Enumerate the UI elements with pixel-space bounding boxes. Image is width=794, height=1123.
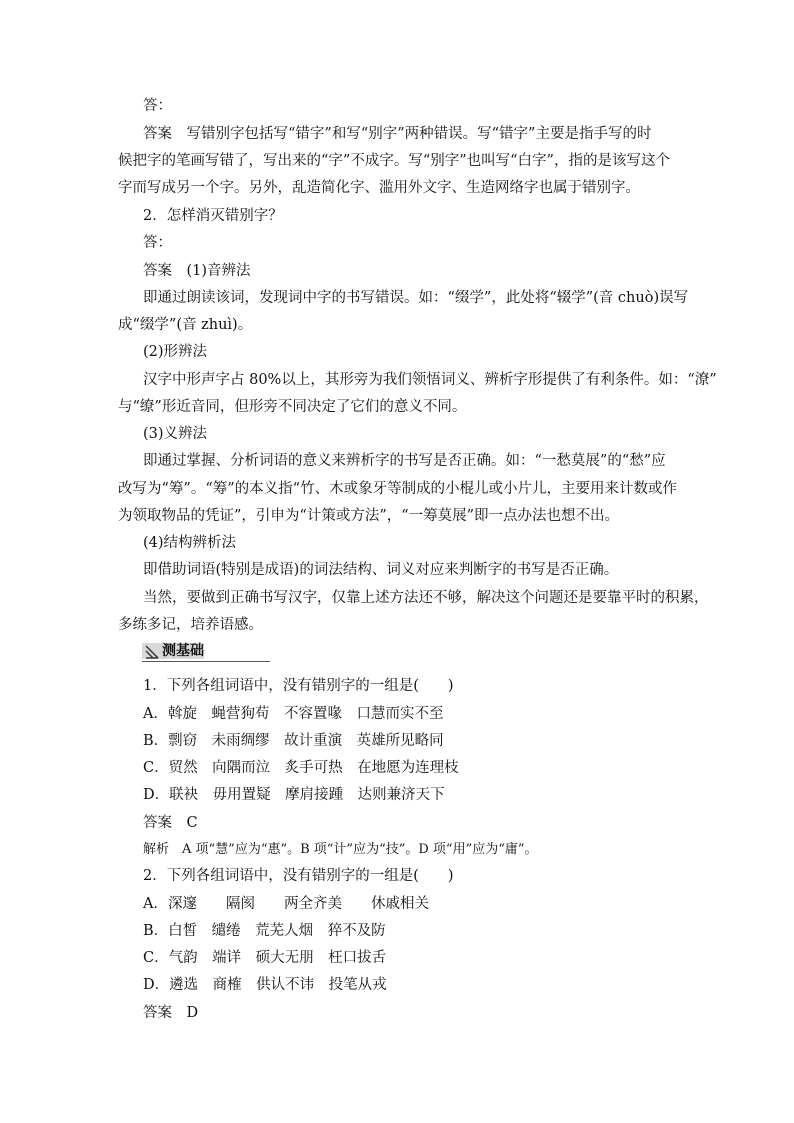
question-stem: 2．下列各组词语中，没有错别字的一组是( ) (143, 868, 454, 884)
diagonal-stripes-icon (144, 643, 160, 659)
paragraph-line: 即借助词语(特别是成语)的词法结构、词义对应来判断字的书写是否正确。 (143, 562, 619, 578)
method-heading: (2)形辨法 (143, 344, 208, 360)
option-item: B．剽窃 未雨绸缪 故计重演 英雄所见略同 (143, 733, 444, 749)
paragraph-line: 多练多记，培养语感。 (118, 617, 263, 633)
paragraph-line: 成“缀学”(音 zhuì)。 (118, 317, 253, 333)
answer-label: 答： (143, 98, 172, 114)
question-heading: 2．怎样消灭错别字？ (143, 208, 283, 224)
option-item: C．气韵 端详 硕大无朋 枉口拔舌 (143, 950, 387, 966)
paragraph-line: 汉字中形声字占 80%以上，其形旁为我们领悟词义、辨析字形提供了有利条件。如：“潦” (143, 372, 717, 388)
section-divider (142, 661, 270, 662)
option-item: A．斡旋 蝇营狗苟 不容置喙 口慧而实不至 (143, 706, 444, 722)
option-item: D．遴选 商榷 供认不讳 投笔从戎 (143, 977, 387, 993)
paragraph-line: 当然，要做到正确书写汉字，仅靠上述方法还不够，解决这个问题还是要靠平时的积累， (143, 590, 709, 606)
option-item: A．深邃 隔阂 两全齐美 休戚相关 (143, 896, 429, 912)
paragraph-line: 即通过掌握、分析词语的意义来辨析字的书写是否正确。如：“一愁莫展”的“愁”应 (143, 453, 666, 469)
paragraph-line: 候把字的笔画写错了，写出来的“字”不成字。写“别字”也叫写“白字”，指的是该写这个 (118, 153, 670, 169)
analysis-line: 解析 A 项“慧”应为“惠”。B 项“计”应为“技”。D 项“用”应为“庸”。 (143, 842, 538, 857)
option-item: B．白皙 缱绻 荒芜人烟 猝不及防 (143, 923, 386, 939)
method-heading: (4)结构辨析法 (143, 535, 237, 551)
section-header (142, 642, 270, 664)
paragraph-line: 答案 写错别字包括写“错字”和写“别字”两种错误。写“错字”主要是指手写的时 (143, 126, 652, 142)
answer-label: 答： (143, 235, 172, 251)
paragraph-line: 改写为“筹”。“筹”的本义指“竹、木或象牙等制成的小棍儿或小片儿，主要用来计数或作 (118, 481, 678, 497)
answer-line: 答案 C (143, 815, 198, 831)
paragraph-line: 字而写成另一个字。另外，乱造简化字、滥用外文字、生造网络字也属于错别字。 (118, 180, 640, 196)
method-heading: (3)义辨法 (143, 426, 208, 442)
option-item: C．贸然 向隅而泣 炙手可热 在地愿为连理枝 (143, 760, 459, 776)
method-heading: 答案 (1)音辨法 (143, 263, 251, 279)
option-item: D．联袂 毋用置疑 摩肩接踵 达则兼济天下 (143, 787, 445, 803)
section-title: 测基础 (162, 643, 204, 659)
answer-line: 答案 D (143, 1005, 199, 1021)
paragraph-line: 即通过朗读该词，发现词中字的书写错误。如：“缀学”，此处将“辍学”(音 chuò)误写 (143, 290, 689, 306)
question-stem: 1．下列各组词语中，没有错别字的一组是( ) (143, 678, 454, 694)
paragraph-line: 为领取物品的凭证”，引申为“计策或方法”，“一筹莫展”即一点办法也想不出。 (118, 508, 620, 524)
paragraph-line: 与“缭”形近音同，但形旁不同决定了它们的意义不同。 (118, 399, 467, 415)
